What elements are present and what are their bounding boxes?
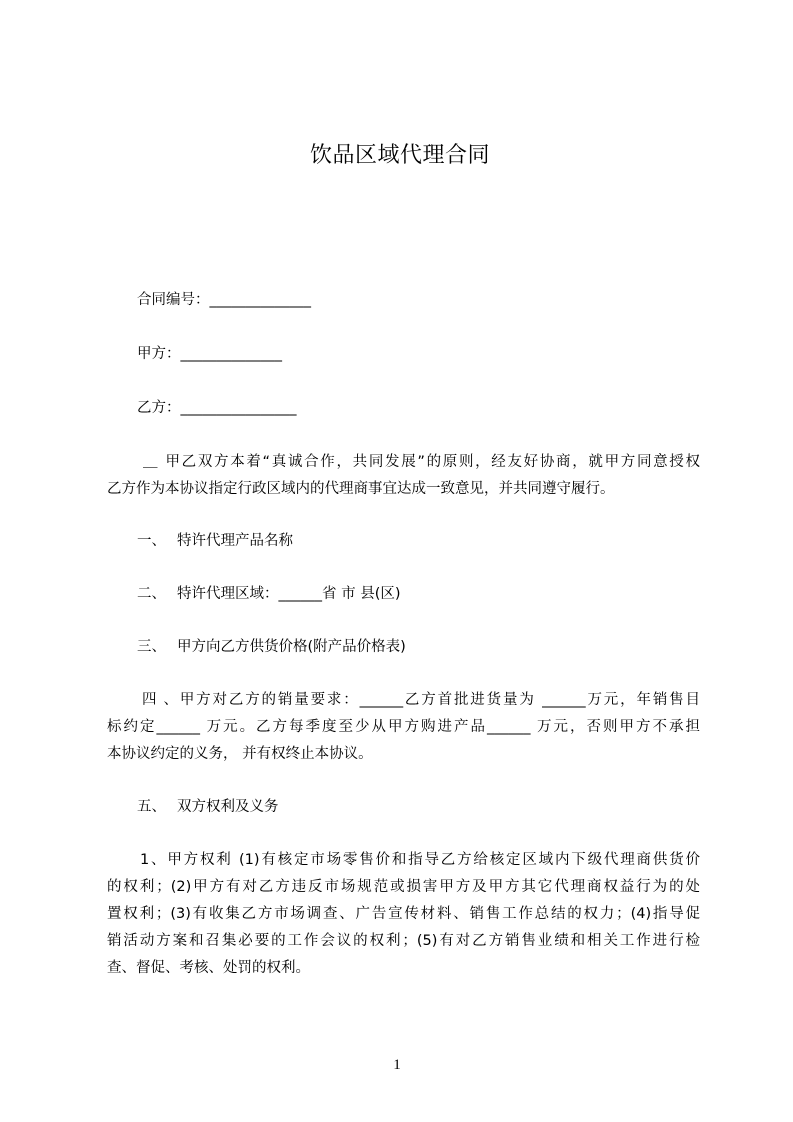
section-number: 四、 xyxy=(142,692,178,708)
contract-number-blank: ______________ xyxy=(209,292,311,308)
section-title: 特许代理产品名称 xyxy=(177,533,293,549)
party-a-field xyxy=(137,344,537,364)
section-title: 甲方向乙方供货价格(附产品价格表) xyxy=(177,639,406,655)
contract-number-field xyxy=(137,290,537,310)
party-a-blank: ______________ xyxy=(180,346,282,362)
section-title: 特许代理区域：______省 市 县(区) xyxy=(177,586,401,602)
party-b-field xyxy=(137,398,537,418)
rights-line: 销活动方案和召集必要的工作会议的权利；(5)有对乙方销售业绩和相关工作进行检 xyxy=(107,933,700,949)
party-a-label: 甲方： xyxy=(137,346,181,362)
party-b-blank: ________________ xyxy=(180,400,297,416)
section-heading-4 xyxy=(142,690,700,710)
section-number: 五、 xyxy=(137,799,166,815)
document-title: 饮品区域代理合同 xyxy=(309,143,490,168)
rights-line: 的权利；(2)甲方有对乙方违反市场规范或损害甲方及甲方其它代理商权益行为的处 xyxy=(107,879,700,895)
section-4-line: 本协议约定的义务， 并有权终止本协议。 xyxy=(107,746,373,762)
intro-line: 乙方作为本协议指定行政区域内的代理商事宜达成一致意见，并共同遵守履行。 xyxy=(107,481,615,497)
page-number: 1 xyxy=(393,1057,401,1073)
section-heading-1 xyxy=(137,531,700,551)
section-title: 甲方对乙方的销量要求：______乙方首批进货量为 ______万元，年销售目 xyxy=(178,692,700,708)
section-number: 二、 xyxy=(137,586,166,602)
section-number: 一、 xyxy=(137,533,166,549)
section-title: 双方权利及义务 xyxy=(177,799,279,815)
section-number: 三、 xyxy=(137,639,166,655)
party-b-label: 乙方： xyxy=(137,400,181,416)
rights-line: 查、督促、考核、处罚的权利。 xyxy=(107,960,310,976)
rights-line: 1、甲方权利 (1)有核定市场零售价和指导乙方给核定区域内下级代理商供货价 xyxy=(140,852,700,868)
rights-line: 置权利；(3)有收集乙方市场调查、广告宣传材料、销售工作总结的权力；(4)指导促 xyxy=(107,906,700,922)
section-4-line: 标约定______ 万元。乙方每季度至少从甲方购进产品______ 万元，否则甲方不承担 xyxy=(107,719,700,735)
contract-number-label: 合同编号： xyxy=(137,292,210,308)
section-heading-3 xyxy=(137,637,700,657)
section-heading-5 xyxy=(137,797,700,817)
intro-line: ＿ 甲乙双方本着“真诚合作，共同发展”的原则，经友好协商，就甲方同意授权 xyxy=(143,454,700,470)
section-heading-2 xyxy=(137,584,700,604)
